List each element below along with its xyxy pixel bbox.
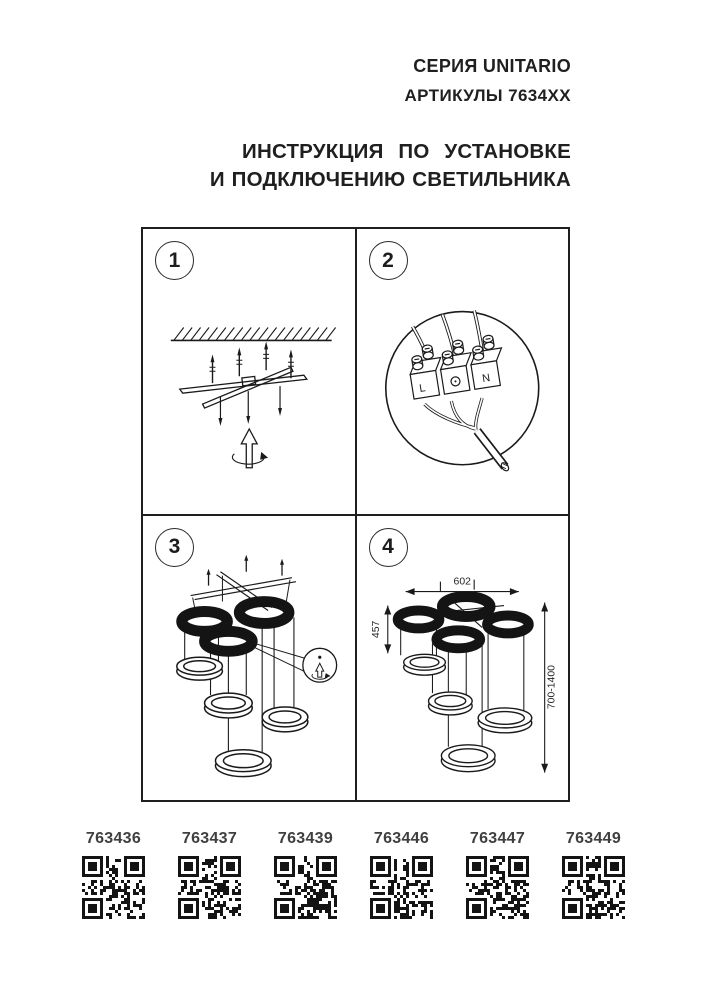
title-line-1: ИНСТРУКЦИЯ ПО УСТАНОВКЕ (242, 140, 571, 163)
articles-footer (0, 830, 707, 919)
dim-canopy-label: 457 (370, 620, 382, 638)
step-number: 2 (382, 248, 394, 272)
step-number: 1 (168, 248, 181, 272)
mounting-bracket-icon (180, 367, 307, 408)
qr-code (370, 856, 433, 919)
series-title: СЕРИЯ UNITARIO (413, 56, 571, 76)
dimension-height-range (541, 602, 557, 772)
step-panel-2 (356, 228, 570, 515)
detail-balloon-icon (254, 643, 336, 682)
terminal-live-label: L (418, 382, 426, 396)
qr-code (274, 856, 337, 919)
step-number-badge (155, 528, 194, 567)
article-code: 763439 (277, 830, 334, 847)
step-number: 3 (168, 535, 181, 558)
article-item (82, 830, 146, 919)
article-item (370, 830, 434, 919)
canopy-rings-icon (397, 596, 528, 648)
light-rings-icon (403, 654, 531, 771)
step-number-badge (369, 241, 408, 280)
article-item (466, 830, 530, 919)
article-code: 763447 (469, 830, 526, 847)
article-code: 763446 (373, 830, 430, 847)
canopy-rings-icon (182, 601, 289, 651)
step-number-badge (155, 241, 194, 280)
article-code: 763449 (565, 830, 622, 847)
step-panel-4 (356, 515, 570, 802)
dimension-canopy (370, 605, 390, 653)
qr-code (82, 856, 145, 919)
step-number-badge (369, 528, 408, 567)
page-title (0, 138, 571, 194)
articles-subtitle: АРТИКУЛЫ 7634XX (404, 86, 571, 105)
header (0, 56, 571, 194)
step-panel-1 (142, 228, 356, 515)
article-code: 763436 (85, 830, 142, 847)
article-item (178, 830, 242, 919)
article-code: 763437 (181, 830, 238, 847)
dim-width-label: 602 (453, 576, 471, 588)
qr-code (562, 856, 625, 919)
terminal-neutral-label: N (480, 371, 491, 386)
title-line-2: И ПОДКЛЮЧЕНИЮ СВЕТИЛЬНИКА (209, 168, 571, 191)
step-panel-3 (142, 515, 356, 802)
dim-height-label: 700-1400 (546, 664, 558, 709)
light-rings-icon (177, 657, 308, 776)
article-item (562, 830, 626, 919)
step-number: 4 (382, 535, 394, 558)
article-item (274, 830, 338, 919)
ceiling-hatch-icon (171, 327, 336, 340)
rotation-arrow-icon (232, 429, 268, 468)
qr-code (466, 856, 529, 919)
qr-code (178, 856, 241, 919)
steps-grid (141, 227, 570, 802)
